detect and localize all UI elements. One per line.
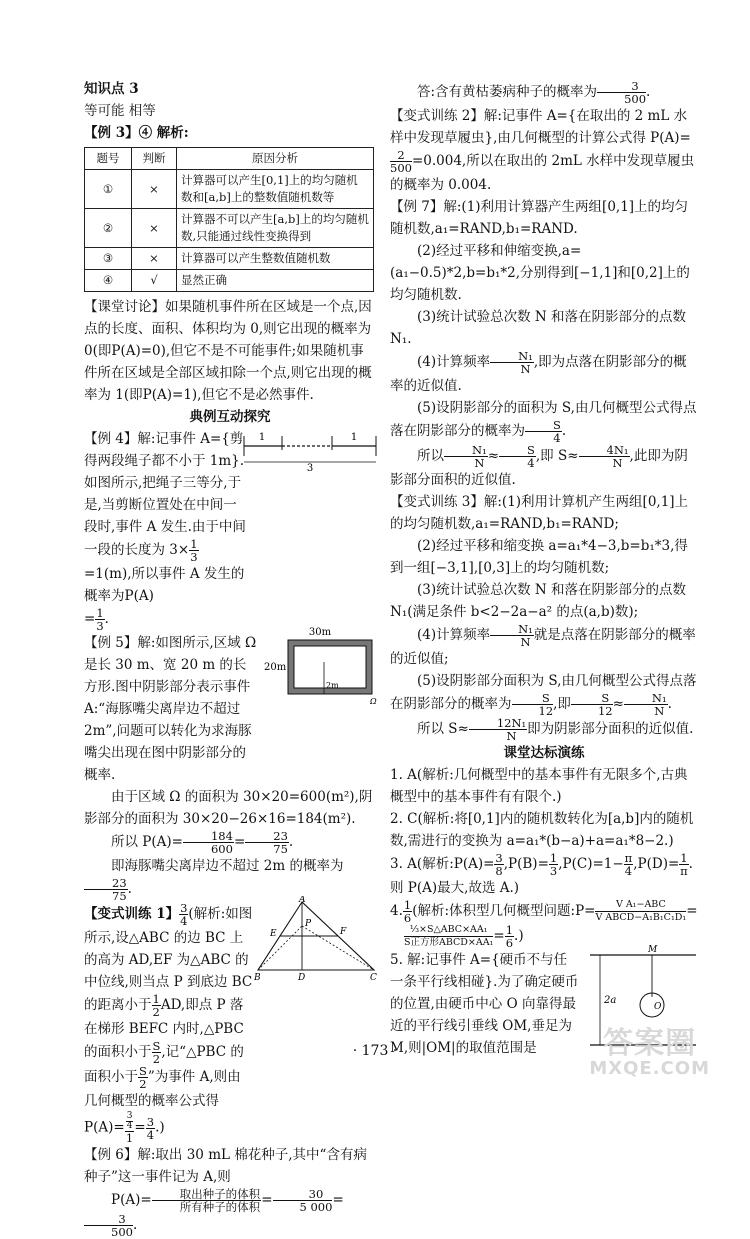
triangle-label: F <box>340 927 347 937</box>
example7-4: (4)计算频率 $\frac{\text{N₁}}{N}$ ,即为点落在阴影部分的概率的近似值. <box>390 349 687 394</box>
table-cell: 计算器不可以产生[a,b]上的均匀随机数,只能通过线性变换得到 <box>177 209 374 248</box>
fraction: $\frac{S}{12}$ <box>512 692 554 717</box>
table-header: 判断 <box>132 148 177 170</box>
triangle-label: E <box>270 929 277 939</box>
variant3-4: (4)计算频率 $\frac{\text{N₁}}{N}$ 就是点落在阴影部分的概率的近似值; <box>390 622 696 667</box>
fraction: $\frac{\text{V A₁−ABC}}{\text{V ABCD−A₁B₁C₁D₁}}$ <box>595 899 687 923</box>
fraction: $\frac{30}{5 000}$ <box>273 1188 333 1213</box>
example7-2: (2)经过平移和伸缩变换,a=(a₁−0.5)*2,b=b₁*2,分别得到[−1,1]和[0,2]上的均匀随机数. <box>390 243 690 303</box>
fraction: $\frac{3}{500}$ <box>84 1213 133 1238</box>
kp3-line: 等可能 相等 <box>84 103 156 119</box>
variant1-text: 【变式训练 1】 $\frac{3}{4}$ (解析:如图所示,设△ABC 的边 BC 上的高为 AD,EF 为△ABC 的中位线,则当点 P 到底边 BC 的距离小于 $\frac{1}{2}$ AD,即点 P 落在梯形 BEFC 内时,△PBC 的面积小于 $\frac{S}{2}$ ,记“△PBC 的面积小于 $\frac{S}{2}$ ”为事件 A,则由几何概型的概率公式得P(A)= 3 4 1 = $\frac{3}{4}$ .) <box>84 901 253 1145</box>
watermark-logo: 答案圈 <box>603 1026 697 1061</box>
rope-figure <box>242 428 378 472</box>
section-title-2: 课堂达标演练 <box>503 745 585 761</box>
fraction: $\frac{3}{4}$ <box>146 1114 155 1142</box>
example6-text: 【例 6】解:取出 30 mL 棉花种子,其中“含有病种子”这一事件记为 A,则 <box>84 1147 367 1185</box>
table-cell: ④ <box>85 270 132 292</box>
example7-1: 【例 7】解:(1)利用计算器产生两组[0,1]上的均匀随机数,a₁=RAND,b₁=RAND. <box>390 199 689 237</box>
example5-block <box>84 627 377 786</box>
question-4-cont: $\frac{\text{⅓×S△ABC×AA₁}}{\text{S正方形ABCD×AA₁}}$ = $\frac{1}{6}$ .) <box>404 923 524 950</box>
pool-label: 30m <box>308 627 332 638</box>
variant2: 【变式训练 2】解:记事件 A={在取出的 2 mL 水样中发现草履虫},由几何概型的计算公式得 P(A)= $\frac{2}{500}$ =0.004,所以在取出的 2mL 水样中发现草履虫的概率为 0.004. <box>390 108 695 193</box>
kp3-title: 知识点 3 <box>84 81 139 97</box>
section-title: 典例互动探究 <box>189 409 271 425</box>
pool-label: 20m <box>264 662 287 673</box>
watermark <box>589 1026 710 1079</box>
fraction: $\frac{1}{3}$ <box>549 851 558 878</box>
fraction: $\frac{3}{8}$ <box>495 851 503 878</box>
table-header: 题号 <box>85 148 132 170</box>
variant3-6: 所以 S≈ $\frac{\text{12N₁}}{N}$ 即为阴影部分面积的近似值. <box>417 716 694 743</box>
pool-label: 2m <box>326 681 339 690</box>
class-discussion: 【课堂讨论】如果随机事件所在区域是一个点,因点的长度、面积、体积均为 0,则它出现的概率为 0(即P(A)=0),但它不是不可能事件;如果随机事件所在区域是全部区域扣除一个点,则它出现的概率为 1(即P(A)=1),但它不是必然事件. <box>84 299 372 403</box>
fraction: $\frac{1}{6}$ <box>403 898 412 925</box>
example3-heading: 【例 3】④ 解析: <box>84 125 189 141</box>
left-column <box>84 78 376 1238</box>
right-column <box>390 80 698 1059</box>
example4-text-b: =1(m),所以事件 A 发生的概率为P(A) <box>84 566 245 604</box>
fraction: $\frac{\text{12N₁}}{N}$ <box>469 717 527 742</box>
fraction: $\frac{S}{2}$ <box>152 1039 161 1066</box>
example4-block <box>84 428 376 632</box>
fraction: $\frac{S}{4}$ <box>499 444 536 469</box>
table-cell: ③ <box>85 248 132 270</box>
fraction: $\frac{1}{\pi}$ <box>680 851 688 878</box>
fraction: $\frac{S}{12}$ <box>571 692 613 717</box>
fraction: $\frac{\text{N₁}}{N}$ <box>444 444 488 469</box>
fraction: $\frac{S}{4}$ <box>525 419 562 444</box>
table-cell: × <box>132 170 177 209</box>
pool-figure <box>262 626 380 706</box>
fraction: $\frac{\text{N₁}}{N}$ <box>490 623 534 648</box>
table-row <box>85 270 374 292</box>
fraction: $\frac{1}{3}$ <box>190 537 198 564</box>
fraction: $\frac{\text{⅓×S△ABC×AA₁}}{\text{S正方形ABCD×AA₁}}$ <box>404 924 494 948</box>
fraction: $\frac{23}{75}$ <box>84 877 128 902</box>
fraction: $\frac{\text{取出种子的体积}}{\text{所有种子的体积}}$ <box>152 1188 262 1213</box>
triangle-label: C <box>370 973 377 980</box>
table-cell: √ <box>132 270 177 292</box>
table-cell: 显然正确 <box>177 270 374 292</box>
triangle-label: D <box>298 973 306 980</box>
table-cell: × <box>132 248 177 270</box>
fraction: $\frac{1}{3}$ <box>96 606 104 633</box>
fraction: $\frac{\text{N₁}}{N}$ <box>490 350 534 375</box>
fraction: $\frac{23}{75}$ <box>245 830 289 855</box>
triangle-figure <box>254 896 378 980</box>
fraction: $\frac{2}{500}$ <box>390 148 412 175</box>
fraction: $\frac{\pi}{4}$ <box>624 851 633 878</box>
fraction: $\frac{3}{4}$ <box>180 901 188 928</box>
table-cell: 计算器可以产生[0,1]上的均匀随机数和[a,b]上的整数值随机数等 <box>177 170 374 209</box>
example4-text-a: 【例 4】解:记事件 A={剪得两段绳子都不小于 1m}.如图所示,把绳子三等分,于是,当剪断位置处在中间一段时,事件 A 发生.由于中间一段的长度为 3× <box>84 431 246 558</box>
pool-label: Ω <box>370 697 377 706</box>
table-header-row <box>85 148 374 170</box>
table-row <box>85 170 374 209</box>
watermark-url: MXQE.COM <box>589 1058 710 1079</box>
nested-fraction: 3 4 1 <box>125 1111 134 1145</box>
fraction: $\frac{1}{2}$ <box>152 992 160 1019</box>
triangle-label: B <box>254 973 261 980</box>
triangle-label: P <box>305 919 312 929</box>
table-header: 原因分析 <box>177 148 374 170</box>
rope-label: 1 <box>258 432 266 443</box>
fraction: $\frac{\text{N₁}}{N}$ <box>624 692 668 717</box>
example7-3: (3)统计试验总次数 N 和落在阴影部分的点数 N₁. <box>390 309 687 347</box>
example7-6: 所以 $\frac{\text{N₁}}{N}$ ≈ $\frac{S}{4}$ ,即 S≈ $\frac{\text{4N₁}}{N}$ ,此即为阴影部分面积的近似值. <box>390 443 688 488</box>
example5-area: 由于区域 Ω 的面积为 30×20=600(m²),阴影部分的面积为 30×20−26×16=184(m²). <box>84 789 373 827</box>
variant3-5: (5)设阴影部分面积为 S,由几何概型公式得点落在阴影部分的概率为 $\frac{S}{12}$ ,即 $\frac{S}{12}$ ≈ $\frac{\text{N₁}}{N}$ . <box>390 673 697 718</box>
table-cell: 计算器可以产生整数值随机数 <box>177 248 374 270</box>
answer6: 答:含有黄枯萎病种子的概率为 $\frac{3}{500}$ . <box>417 79 651 106</box>
rope-label: 3 <box>306 463 314 472</box>
table-row <box>85 209 374 248</box>
table-row <box>85 248 374 270</box>
fraction: $\frac{\text{4N₁}}{N}$ <box>579 444 630 469</box>
analysis-table <box>84 147 374 292</box>
variant1-block <box>84 896 377 1145</box>
question-2: 2. C(解析:将[0,1]内的随机数转化为[a,b]内的随机数,需进行的变换为 a=a₁*(b−a)+a=a₁*8−2.) <box>390 811 694 849</box>
question-4: 4. $\frac{1}{6}$ (解析:体积型几何概型问题:P= $\frac{\text{V A₁−ABC}}{\text{V ABCD−A₁B₁C₁D₁}}$ = <box>390 898 698 925</box>
table-cell: × <box>132 209 177 248</box>
coin-label: 2a <box>604 995 617 1006</box>
example5-prob: 所以 P(A)= $\frac{184}{600}$ = $\frac{23}{75}$ . <box>111 829 294 856</box>
coin-label: O <box>654 1002 662 1012</box>
fraction: $\frac{184}{600}$ <box>183 830 234 855</box>
fraction: $\frac{1}{6}$ <box>505 923 514 950</box>
triangle-label: A <box>299 896 306 905</box>
question-3: 3. A(解析:P(A)= $\frac{3}{8}$ ,P(B)= $\frac{1}{3}$ ,P(C)=1− $\frac{\pi}{4}$ ,P(D)= $\frac{1}{\pi}$ . 则 P(A)最大,故选 A.) <box>390 851 693 896</box>
fraction: $\frac{S}{2}$ <box>139 1064 147 1091</box>
fraction: $\frac{3}{500}$ <box>597 80 646 105</box>
table-cell: ② <box>85 209 132 248</box>
question-1: 1. A(解析:几何概型中的基本事件有无限多个,古典概型中的基本事件有有限个.) <box>390 767 688 805</box>
example5-answer: 即海豚嘴尖离岸边不超过 2m 的概率为 $\frac{23}{75}$ . <box>84 855 376 902</box>
variant3-2: (2)经过平移和缩变换 a=a₁*4−3,b=b₁*3,得到一组[−3,1],[0,3]上的均匀随机数; <box>390 538 688 576</box>
example5-text: 【例 5】解:如图所示,区域 Ω 是长 30 m、宽 20 m 的长方形.图中阴影部分表示事件 A:“海豚嘴尖离岸边不超过 2m”,问题可以转化为求海豚嘴尖出现在图中阴影部分的概率. <box>84 635 257 783</box>
table-cell: ① <box>85 170 132 209</box>
rope-label: 1 <box>350 432 358 443</box>
question-5: 5. 解:记事件 A={硬币不与任一条平行线相碰}.为了确定硬币的位置,由硬币中心 O 向靠得最近的平行线引垂线 OM,垂足为 M,则|OM|的取值范围是 <box>390 952 579 1056</box>
example6-formula: P(A)= $\frac{\text{取出种子的体积}}{\text{所有种子的体积}}$ = $\frac{30}{5 000}$ = $\frac{3}{500}$ . <box>84 1188 376 1238</box>
page-number: · 173 · <box>352 1043 398 1059</box>
variant3-1: 【变式训练 3】解:(1)利用计算机产生两组[0,1]上的均匀随机数,a₁=RAND,b₁=RAND; <box>390 494 689 532</box>
example7-5: (5)设阴影部分的面积为 S,由几何概型公式得点落在阴影部分的概率为 $\frac{S}{4}$ . <box>390 400 697 445</box>
coin-label: M <box>648 945 658 955</box>
example4-result: = $\frac{1}{3}$ . <box>84 606 109 633</box>
variant3-3: (3)统计试验总次数 N 和落在阴影部分的点数 N₁(满足条件 b<2−2a−a² 的点(a,b)数); <box>390 582 687 620</box>
